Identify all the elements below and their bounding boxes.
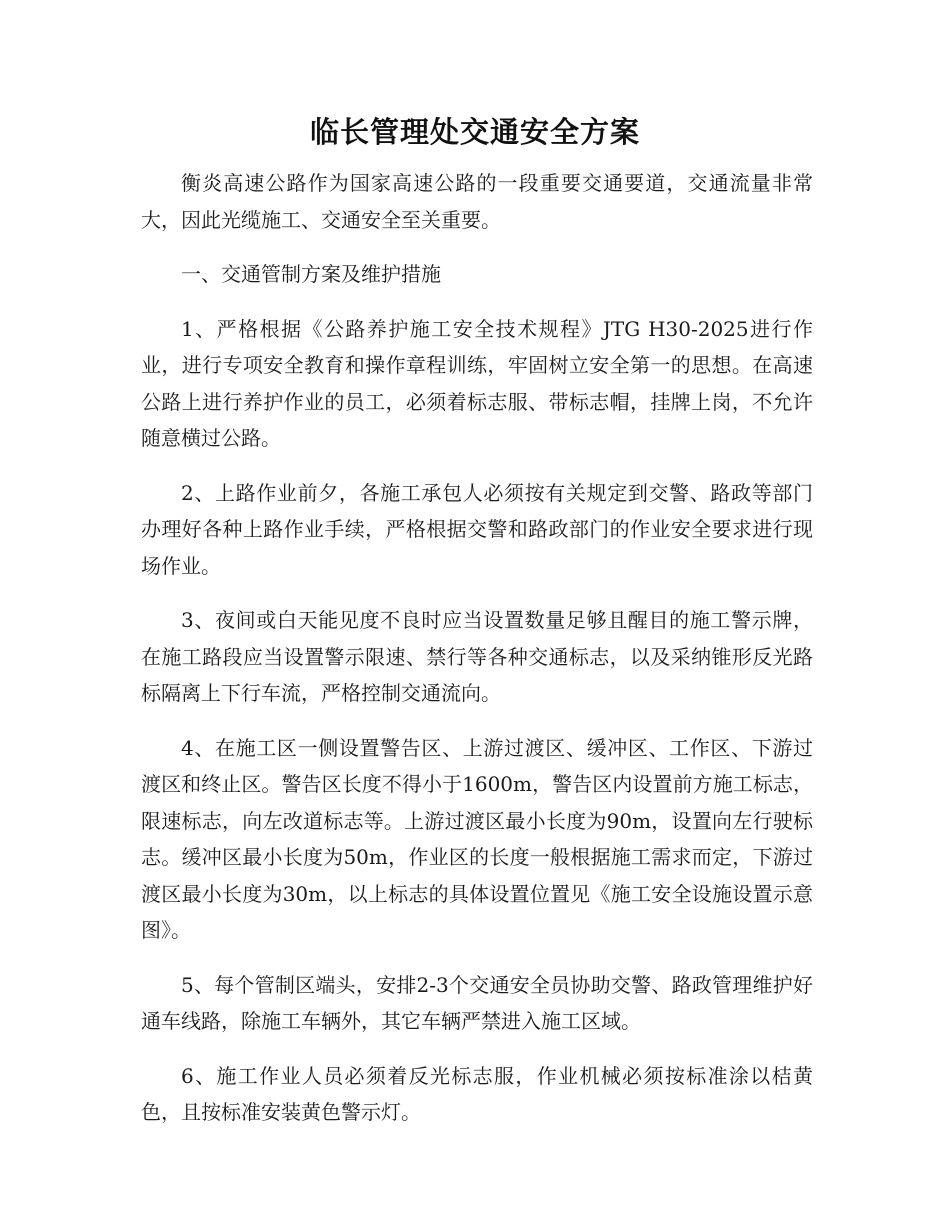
item-paragraph-2: 2、上路作业前夕，各施工承包人必须按有关规定到交警、路政等部门办理好各种上路作业手续，严格根据交警和路政部门的作业安全要求进行现场作业。 <box>141 480 813 578</box>
item-paragraph-3: 3、夜间或白天能见度不良时应当设置数量足够且醒目的施工警示牌，在施工路段应当设置警示限速、禁行等各种交通标志，以及采纳锥形反光路标隔离上下行车流，严格控制交通流向。 <box>141 608 813 705</box>
item-paragraph-1: 1、严格根据《公路养护施工安全技术规程》JTG H30-2025进行作业，进行专项安全教育和操作章程训练，牢固树立安全第一的思想。在高速公路上进行养护作业的员工，必须着标志服、带标志帽，挂牌上岗，不允许随意横过公路。 <box>141 316 813 450</box>
item-paragraph-6: 6、施工作业人员必须着反光标志服，作业机械必须按标准涂以桔黄色，且按标准安装黄色警示灯。 <box>141 1063 813 1124</box>
document-body <box>141 165 813 1149</box>
intro-paragraph: 衡炎高速公路作为国家高速公路的一段重要交通要道，交通流量非常大，因此光缆施工、交通安全至关重要。 <box>141 171 813 232</box>
document-title: 临长管理处交通安全方案 <box>309 115 640 149</box>
item-paragraph-5: 5、每个管制区端头，安排2-3个交通安全员协助交警、路政管理维护好通车线路，除施工车辆外，其它车辆严禁进入施工区域。 <box>141 972 813 1033</box>
item-paragraph-4: 4、在施工区一侧设置警告区、上游过渡区、缓冲区、工作区、下游过渡区和终止区。警告区长度不得小于1600m，警告区内设置前方施工标志，限速标志，向左改道标志等。上游过渡区最小长度为90m，设置向左行驶标志。缓冲区最小长度为50m，作业区的长度一般根据施工需求而定，下游过渡区最小长度为30m，以上标志的具体设置位置见《施工安全设施设置示意图》。 <box>141 735 813 942</box>
section-heading: 一、交通管制方案及维护措施 <box>181 262 441 286</box>
